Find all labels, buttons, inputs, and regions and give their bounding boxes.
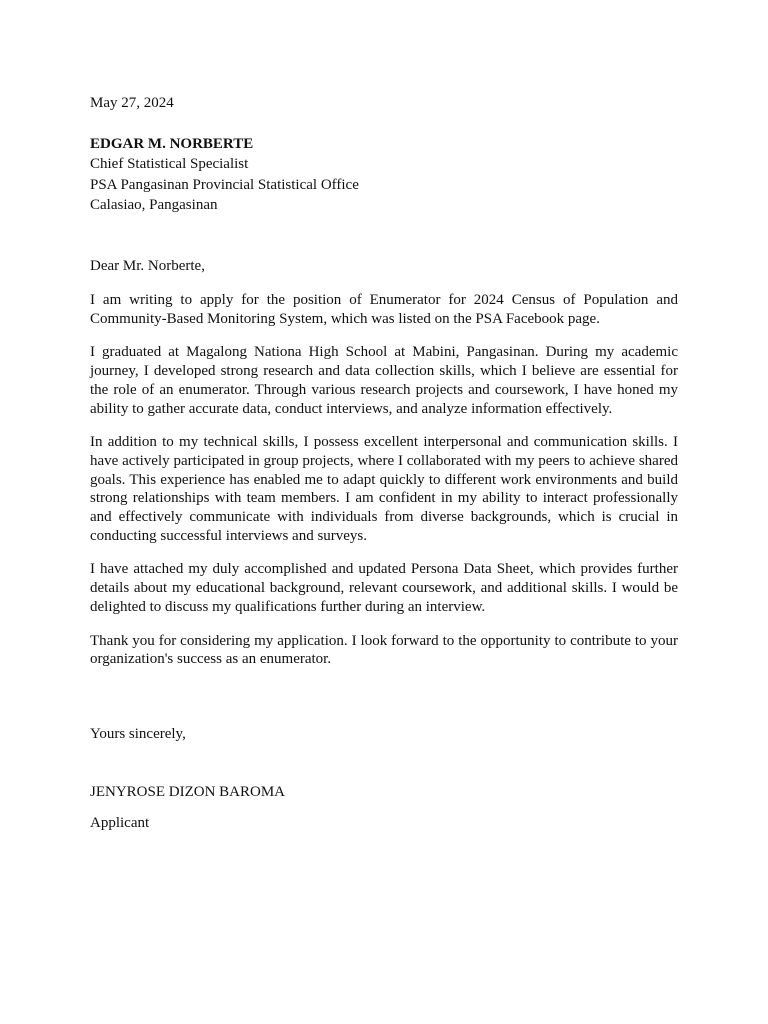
recipient-block: [90, 134, 678, 216]
body-paragraph-4: I have attached my duly accomplished and updated Persona Data Sheet, which provides further details about my educational background, relevant coursework, and additional skills. I would be delighted to discuss my qualifications further during an interview.: [90, 561, 678, 615]
letter-date: May 27, 2024: [90, 95, 174, 111]
recipient-office: PSA Pangasinan Provincial Statistical Office: [90, 176, 359, 193]
body-paragraph-2: I graduated at Magalong Nationa High School at Mabini, Pangasinan. During my academic journey, I developed strong research and data collection skills, which I believe are essential for the role of an enumerator. Through various research projects and coursework, I have honed my ability to gather accurate data, conduct interviews, and analyze information effectively.: [90, 344, 678, 417]
salutation: Dear Mr. Norberte,: [90, 257, 205, 274]
body-paragraph-3: In addition to my technical skills, I possess excellent interpersonal and communication skills. I have actively participated in group projects, where I collaborated with my peers to achieve shared goals. This experience has enabled me to adapt quickly to different work environments and build strong relationships with team members. I am confident in my ability to interact professionally and effectively communicate with individuals from diverse backgrounds, which is crucial in conducting successful interviews and surveys.: [90, 434, 678, 544]
closing: Yours sincerely,: [90, 725, 186, 742]
recipient-title: Chief Statistical Specialist: [90, 156, 249, 172]
body-paragraph-5: Thank you for considering my application. I look forward to the opportunity to contribute to your organization's success as an enumerator.: [90, 632, 678, 668]
signer-role: Applicant: [90, 814, 150, 831]
body-paragraph-1: I am writing to apply for the position of Enumerator for 2024 Census of Population and Community-Based Monitoring System, which was listed on the PSA Facebook page.: [90, 292, 678, 327]
recipient-name: EDGAR M. NORBERTE: [90, 135, 254, 152]
recipient-location: Calasiao, Pangasinan: [90, 197, 218, 213]
letter-page: [90, 93, 678, 833]
signer-name: JENYROSE DIZON BAROMA: [90, 784, 286, 801]
